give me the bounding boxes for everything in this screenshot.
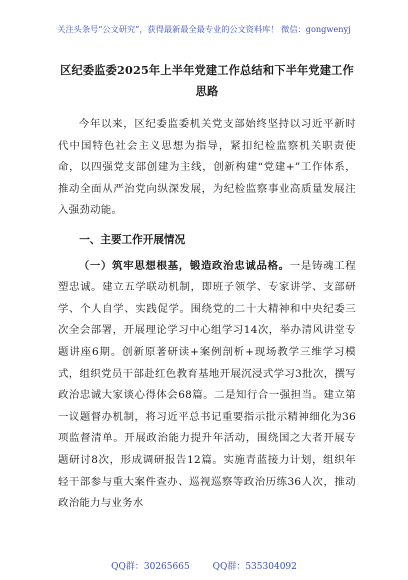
document-page xyxy=(58,60,356,515)
sub-section-paragraph xyxy=(58,256,356,515)
qq-group-2: QQ群：535304092 xyxy=(212,562,297,572)
header-watermark: 关注头条号“公文研究”，获得最新最全最专业的公文资料库！ 微信：gongwenyj xyxy=(57,24,351,34)
qq-group-1: QQ群：30265665 xyxy=(111,562,190,572)
document-title: 区纪委监委2025年上半年党建工作总结和下半年党建工作思路 xyxy=(60,63,354,98)
footer-watermark xyxy=(0,559,408,572)
section-heading: 一、主要工作开展情况 xyxy=(79,233,186,246)
sub-section-heading: （一）筑牢思想根基，锻造政治忠诚品格。 xyxy=(78,259,290,272)
intro-paragraph: 今年以来，区纪委监委机关党支部始终坚持以习近平新时代中国特色社会主义思想为指导，紧扣纪检监察机关职责使命，以四强党支部创建为主线，创新构建“党建+”工作体系，推动全面从严治党向纵深发展，为纪检监察事业高质量发展注入强劲动能。 xyxy=(58,118,356,217)
sub-section-body: 一是铸魂工程塑忠诚。建立五学联动机制，即班子领学、专家讲学、支部研学、个人自学、实践促学。围绕党的二十大精神和中央纪委三次全会部署，开展理论学习中心组学习14次，举办清风讲堂专题讲座6期。创新原著研读+案例剖析+现场教学三维学习模式，组织党员干部赴红色教育基地开展沉浸式学习3批次，撰写政治忠诚大家谈心得体会68篇。二是知行合一强担当。建立第一议题督办机制，将习近平总书记重要指示批示精神细化为36项监督清单。开展政治能力提升年活动，围绕国之大者开展专题研讨8次，形成调研报告12篇。实施青蓝接力计划，组织年轻干部参与重大案件查办、巡视巡察等政治历练36人次，推动政治能力与业务水 xyxy=(58,259,356,510)
